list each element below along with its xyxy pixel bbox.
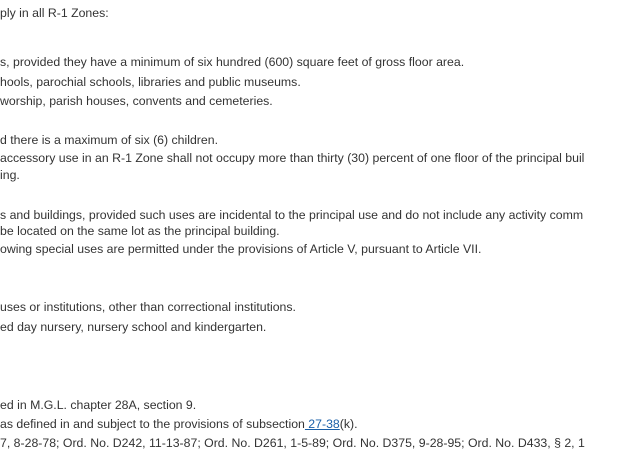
subsection-text-before: as defined in and subject to the provisions of subsection	[0, 417, 305, 431]
r1-zones-intro-text: ply in all R-1 Zones:	[0, 6, 109, 20]
list-item-institutions: uses or institutions, other than correctional institutions.	[0, 300, 296, 314]
list-item-subsection-reference	[0, 416, 358, 432]
list-item-accessory-buildings: s and buildings, provided such uses are incidental to the principal use and do not include any activity comm	[0, 208, 584, 222]
list-item-accessory-buildings-cont: be located on the same lot as the principal building.	[0, 224, 280, 238]
list-item-schools: hools, parochial schools, libraries and public museums.	[0, 75, 301, 89]
list-item-accessory-use: accessory use in an R-1 Zone shall not occupy more than thirty (30) percent of one floor of the principal buil	[0, 151, 585, 165]
list-item-accessory-use-cont: ing.	[0, 168, 20, 182]
special-uses-intro-text: owing special uses are permitted under the provisions of Article V, pursuant to Article VII.	[0, 242, 482, 256]
list-item-nursery: ed day nursery, nursery school and kindergarten.	[0, 320, 267, 334]
list-item-children: d there is a maximum of six (6) children.	[0, 133, 218, 147]
subsection-text-after: (k).	[339, 417, 358, 431]
list-item-dwellings: s, provided they have a minimum of six hundred (600) square feet of gross floor area.	[0, 55, 465, 69]
ordinance-history-text: 7, 8-28-78; Ord. No. D242, 11-13-87; Ord. No. D261, 1-5-89; Ord. No. D375, 9-28-95; Ord. No. D433, § 2, 1	[0, 436, 585, 450]
list-item-mgl-reference: ed in M.G.L. chapter 28A, section 9.	[0, 398, 197, 412]
subsection-link[interactable]: 27-38	[304, 417, 340, 431]
list-item-worship: worship, parish houses, convents and cemeteries.	[0, 94, 273, 108]
